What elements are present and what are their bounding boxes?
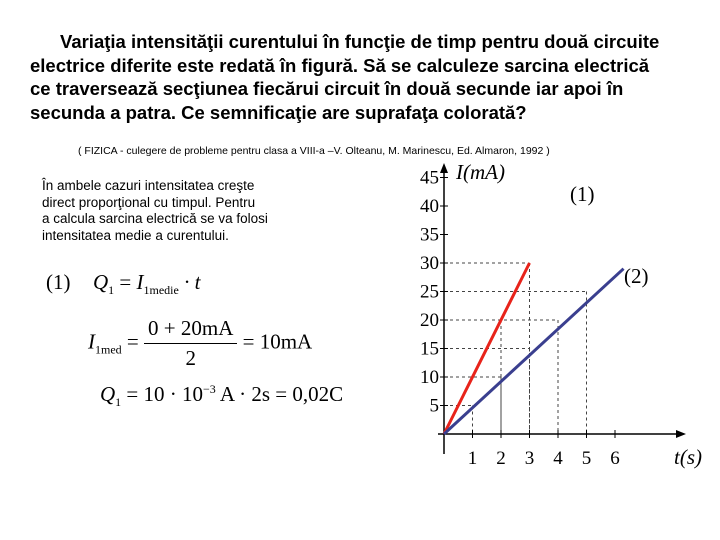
y-tick-label-5: 5 [429,395,439,417]
formula-result: = 10mA [237,329,313,354]
x-axis-label: t(s) [674,445,702,469]
problem-line-1: Variaţia intensităţii curentului în funcţie de timp pentru două circuite [60,31,660,52]
current-time-chart [410,155,710,475]
series-label-1: (1) [570,182,595,206]
y-tick-label-45: 45 [420,167,439,189]
fraction-numerator: 0 + 20mA [144,316,237,344]
formula-fraction [144,316,237,371]
formula-q-sub: 1 [108,283,115,298]
formula-q-symbol: Q [93,270,109,294]
y-axis-arrow [440,163,448,173]
source-citation: ( FIZICA - culegere de probleme pentru clasa a VIII-a –V. Olteanu, M. Marinescu, Ed. Almaron, 1992 ) [78,145,550,157]
formula-imed-symbol: I [88,329,95,354]
formula-i-sub: 1medie [143,283,179,298]
formula-value: = 10 · 10 [121,382,204,406]
y-tick-label-30: 30 [420,253,439,274]
formula-mean-current [88,316,312,371]
y-tick-label-40: 40 [420,196,439,217]
y-tick-label-35: 35 [420,224,439,246]
x-tick-label-3: 3 [524,448,535,469]
formula-time-factor: · t [178,270,201,294]
y-tick-label-10: 10 [420,367,439,388]
problem-line-3: ce traversează secţiunea fiecărui circuit în două secunde iar apoi în [30,78,624,99]
x-tick-label-1: 1 [467,448,478,469]
problem-line-4: secunda a patra. Ce semnificaţie are suprafaţa colorată? [30,101,527,123]
note-line-1: În ambele cazuri intensitatea creşte [42,178,255,193]
solution-note [42,178,268,244]
formula-imed-sub: 1med [95,342,122,357]
chart-labels [420,160,702,469]
chart-axes [438,163,686,454]
x-tick-label-2: 2 [496,448,506,469]
note-line-2: direct proporţional cu timpul. Pentru [42,194,256,210]
tick-marks [440,178,615,439]
formula-charge-definition [46,270,200,298]
formula-q1-symbol: Q [100,382,116,406]
formula-i-symbol: I [136,270,144,294]
formula-q1-sub: 1 [115,395,122,410]
fraction-denominator: 2 [185,346,196,370]
formula-charge-result [100,382,343,410]
problem-statement [30,30,720,124]
formula-exponent: −3 [203,382,216,396]
x-tick-label-5: 5 [581,448,592,469]
formula-equals: = [121,329,145,354]
note-line-4: intensitatea medie a curentului. [42,227,229,243]
series-label-2: (2) [624,264,649,288]
y-tick-label-15: 15 [420,338,439,360]
x-axis-arrow [676,430,686,438]
problem-line-2: electrice diferite este redată în figură. Să se calculeze sarcina electrică [30,54,650,76]
y-tick-label-20: 20 [420,310,439,331]
series-line-2 [444,269,624,434]
x-tick-label-4: 4 [553,448,563,469]
note-line-3: a calcula sarcina electrică se va folosi [42,211,268,226]
formula-tag: (1) [46,270,71,294]
formula-equals: = [114,270,137,294]
x-tick-label-6: 6 [610,448,620,469]
y-tick-label-25: 25 [420,281,439,303]
formula-tail: A · 2s = 0,02C [215,382,344,406]
y-axis-label: I(mA) [456,160,505,184]
